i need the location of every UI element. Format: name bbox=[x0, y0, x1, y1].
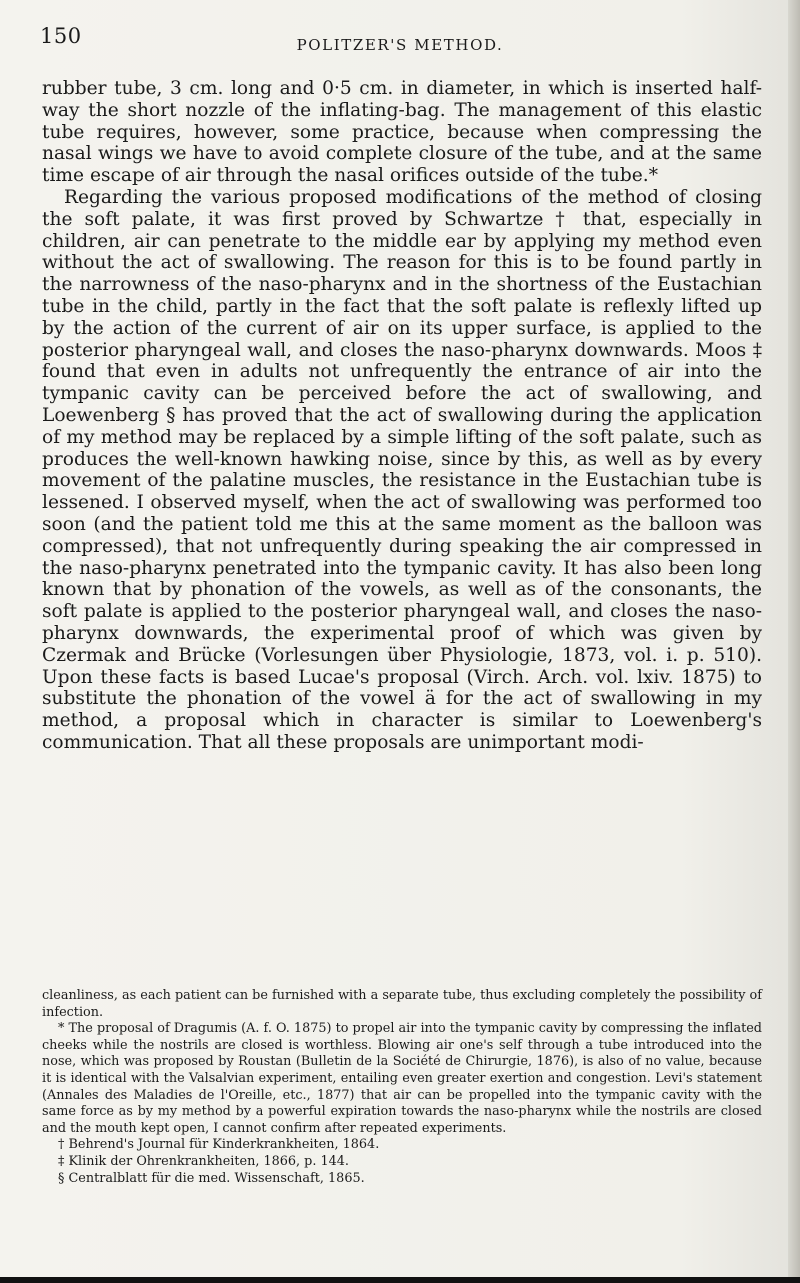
footnotes bbox=[42, 988, 762, 1187]
running-title: POLITZER'S METHOD. bbox=[296, 36, 504, 54]
footnote-double-dagger: ‡ Klinik der Ohrenkrankheiten, 1866, p. 144. bbox=[58, 1153, 350, 1169]
page-number: 150 bbox=[40, 24, 82, 48]
footnote-dagger: † Behrend's Journal für Kinderkrankheiten, 1864. bbox=[58, 1137, 380, 1153]
paragraph-2: Regarding the various proposed modifications of the method of closing the soft palate, it was first proved by Schwartze † that, especially in children, air can penetrate to the middle ear by applying my method even without the act of swallowing. The reason for this is to be found partly in the narrowness of the naso-pharynx and in the shortness of the Eustachian tube in the child, partly in the fact that the soft palate is reflexly lifted up by the action of the current of air on its upper surface, is applied to the posterior pharyngeal wall, and closes the naso-pharynx downwards. Moos ‡ found that even in adults not unfrequently the entrance of air into the tympanic cavity can be perceived before the act of swallowing, and Loewenberg § has proved that the act of swallowing during the application of my method may be replaced by a simple lifting of the soft palate, such as produces the well-known hawking noise, since by this, as well as by every movement of the palatine muscles, the resistance in the Eustachian tube is lessened. I observed myself, when the act of swallowing was performed too soon (and the patient told me this at the same moment as the balloon was compressed), that not unfrequently during speaking the air compressed in the naso-pharynx penetrated into the tympanic cavity. It has also been long known that by phonation of the vowels, as well as of the consonants, the soft palate is applied to the posterior pharyngeal wall, and closes the naso-pharynx downwards, the experimental proof of which was given by Czermak and Brücke (Vorlesungen über Physiologie, 1873, vol. i. p. 510). Upon these facts is based Lucae's proposal (Virch. Arch. vol. lxiv. 1875) to substitute the phonation of the vowel ä for the act of swallowing in my method, a proposal which in character is similar to Loewenberg's communication. That all these proposals are unimportant modi- bbox=[42, 186, 762, 753]
footnote-section: § Centralblatt für die med. Wissenschaft, 1865. bbox=[58, 1170, 365, 1186]
page-header bbox=[0, 20, 800, 60]
footnote-star: * The proposal of Dragumis (A. f. O. 1875) to propel air into the tympanic cavity by compressing the inflated cheeks while the nostrils are closed is worthless. Blowing air one's self through a tube introduced into the nose, which was proposed by Roustan (Bulletin de la Société de Chirurgie, 1876), is also of no value, because it is identical with the Valsalvian experiment, entailing even greater exertion and congestion. Levi's statement (Annales des Maladies de l'Oreille, etc., 1877) that air can be propelled into the tympanic cavity with the same force as by my method by a powerful expiration towards the naso-pharynx while the nostrils are closed and the mouth kept open, I cannot confirm after repeated experiments. bbox=[42, 1021, 762, 1136]
paragraph-1: rubber tube, 3 cm. long and 0·5 cm. in diameter, in which is inserted half-way the short nozzle of the inflating-bag. The management of this elastic tube requires, however, some practice, because when compressing the nasal wings we have to avoid complete closure of the tube, and at the same time escape of air through the nasal orifices outside of the tube.* bbox=[42, 78, 762, 187]
main-text bbox=[42, 78, 762, 754]
footnote-continued: cleanliness, as each patient can be furnished with a separate tube, thus excluding completely the possibility of infection. bbox=[42, 988, 762, 1020]
bottom-border bbox=[0, 1277, 800, 1283]
page-edge bbox=[788, 0, 800, 1283]
